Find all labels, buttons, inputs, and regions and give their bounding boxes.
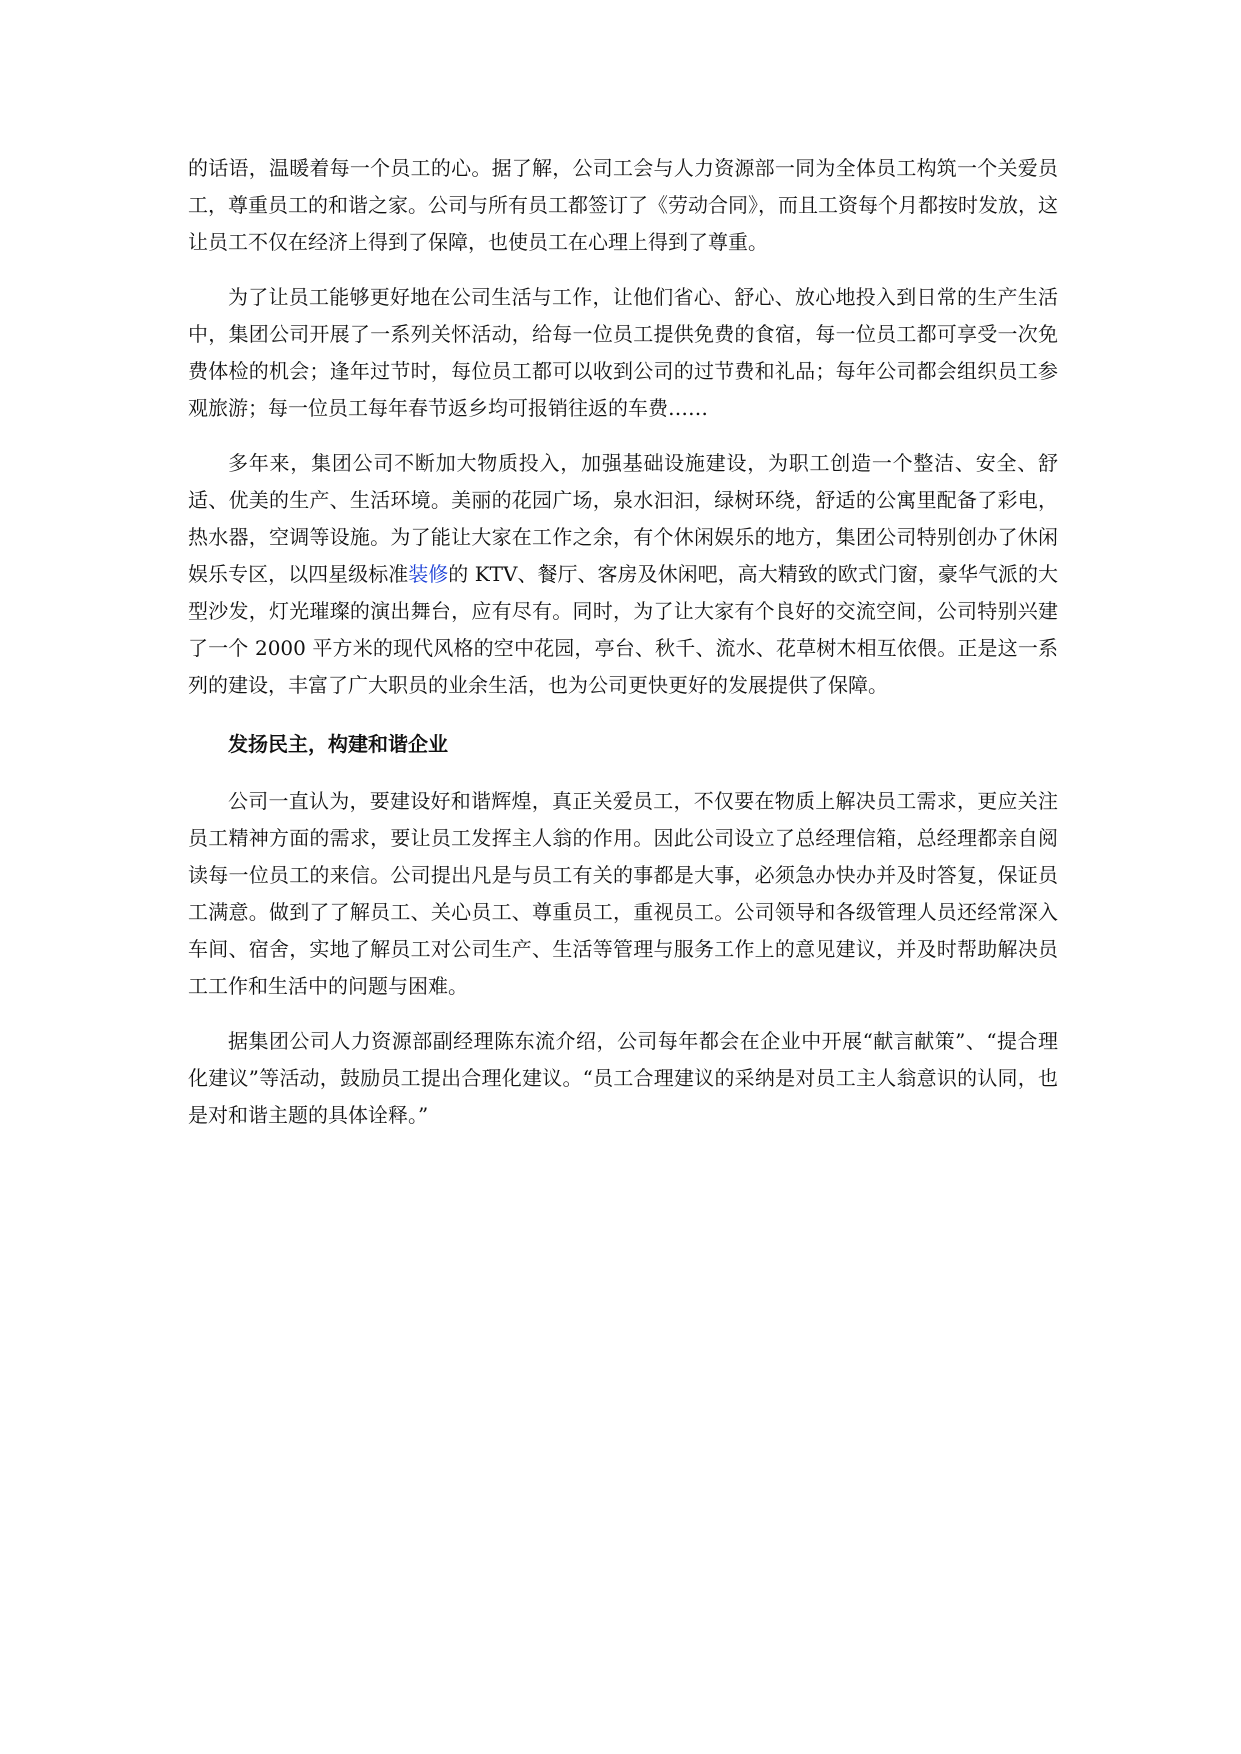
paragraph-3	[188, 445, 1058, 704]
paragraph-1: 的话语，温暖着每一个员工的心。据了解，公司工会与人力资源部一同为全体员工构筑一个关爱员工，尊重员工的和谐之家。公司与所有员工都签订了《劳动合同》，而且工资每个月都按时发放，这让员工不仅在经济上得到了保障，也使员工在心理上得到了尊重。	[188, 156, 1058, 254]
paragraph-2: 为了让员工能够更好地在公司生活与工作，让他们省心、舒心、放心地投入到日常的生产生活中，集团公司开展了一系列关怀活动，给每一位员工提供免费的食宿，每一位员工都可享受一次免费体检的机会；逢年过节时，每位员工都可以收到公司的过节费和礼品；每年公司都会组织员工参观旅游；每一位员工每年春节返乡均可报销往返的车费……	[188, 285, 1058, 420]
paragraph-4: 公司一直认为，要建设好和谐辉煌，真正关爱员工，不仅要在物质上解决员工需求，更应关注员工精神方面的需求，要让员工发挥主人翁的作用。因此公司设立了总经理信箱，总经理都亲自阅读每一位员工的来信。公司提出凡是与员工有关的事都是大事，必须急办快办并及时答复，保证员工满意。做到了了解员工、关心员工、尊重员工，重视员工。公司领导和各级管理人员还经常深入车间、宿舍，实地了解员工对公司生产、生活等管理与服务工作上的意见建议，并及时帮助解决员工工作和生活中的问题与困难。	[188, 789, 1058, 998]
paragraph-3-text-after-link: 的 KTV、餐厅、客房及休闲吧，高大精致的欧式门窗，豪华气派的大型沙发，灯光璀璨的演出舞台，应有尽有。同时，为了让大家有个良好的交流空间，公司特别兴建了一个 2000 平方米的现代风格的空中花园，亭台、秋千、流水、花草树木相互依偎。正是这一系列的建设，丰富了广大职员的业余生活，也为公司更快更好的发展提供了保障。	[188, 562, 1059, 697]
paragraph-5: 据集团公司人力资源部副经理陈东流介绍，公司每年都会在企业中开展“献言献策”、“提合理化建议”等活动，鼓励员工提出合理化建议。“员工合理建议的采纳是对员工主人翁意识的认同，也是对和谐主题的具体诠释。”	[188, 1029, 1058, 1127]
renovation-link[interactable]: 装修	[408, 562, 449, 586]
paragraph-3-text-before-link: 多年来，集团公司不断加大物质投入，加强基础设施建设，为职工创造一个整洁、安全、舒适、优美的生产、生活环境。美丽的花园广场，泉水汩汩，绿树环绕，舒适的公寓里配备了彩电，热水器，空调等设施。为了能让大家在工作之余，有个休闲娱乐的地方，集团公司特别创办了休闲娱乐专区，以四星级标准	[188, 451, 1058, 586]
document-body	[188, 150, 1058, 1152]
section-heading: 发扬民主，构建和谐企业	[228, 732, 448, 756]
